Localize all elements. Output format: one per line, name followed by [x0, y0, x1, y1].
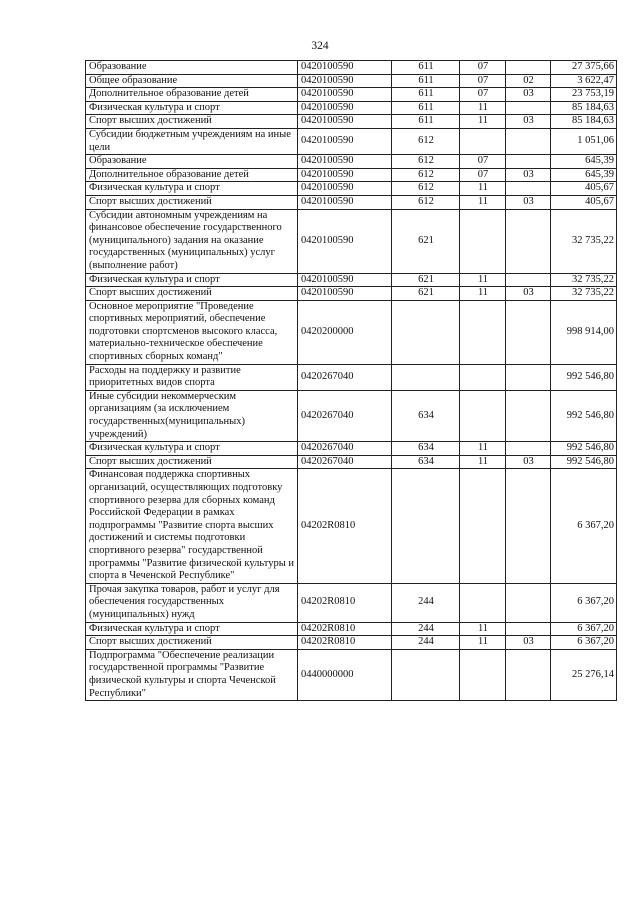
row-section-cell	[460, 209, 506, 273]
row-expense-type-cell: 611	[392, 115, 460, 129]
row-subsection-cell	[506, 649, 551, 700]
row-name-cell: Субсидии бюджетным учреждениям на иные цели	[86, 128, 298, 154]
row-subsection-cell: 03	[506, 115, 551, 129]
row-subsection-cell	[506, 209, 551, 273]
table-row	[86, 442, 617, 456]
row-expense-type-cell: 611	[392, 88, 460, 102]
row-target-code-cell: 0420100590	[298, 61, 392, 75]
row-name-cell: Иные субсидии некоммерческим организациям (за исключением государственных(муниципальных) учреждений)	[86, 390, 298, 441]
row-target-code-cell: 0420100590	[298, 182, 392, 196]
table-row	[86, 364, 617, 390]
row-target-code-cell: 0420100590	[298, 287, 392, 301]
row-name-cell: Прочая закупка товаров, работ и услуг для обеспечения государственных (муниципальных) нужд	[86, 583, 298, 622]
row-expense-type-cell: 611	[392, 101, 460, 115]
row-target-code-cell: 04202R0810	[298, 583, 392, 622]
row-subsection-cell	[506, 364, 551, 390]
row-name-cell: Спорт высших достижений	[86, 115, 298, 129]
table-row	[86, 649, 617, 700]
row-subsection-cell: 02	[506, 74, 551, 88]
row-expense-type-cell: 621	[392, 287, 460, 301]
row-subsection-cell	[506, 273, 551, 287]
table-row	[86, 168, 617, 182]
row-name-cell: Субсидии автономным учреждениям на финансовое обеспечение государственного (муниципального) задания на оказание государственных (муниципальных) услуг (выполнение работ)	[86, 209, 298, 273]
table-row	[86, 88, 617, 102]
row-section-cell: 11	[460, 622, 506, 636]
row-amount-cell: 6 367,20	[551, 636, 617, 650]
row-target-code-cell: 0420100590	[298, 101, 392, 115]
table-row	[86, 195, 617, 209]
row-target-code-cell: 04202R0810	[298, 622, 392, 636]
table-row	[86, 287, 617, 301]
row-name-cell: Дополнительное образование детей	[86, 88, 298, 102]
row-subsection-cell: 03	[506, 195, 551, 209]
row-target-code-cell: 0420100590	[298, 168, 392, 182]
row-subsection-cell: 03	[506, 88, 551, 102]
row-expense-type-cell: 244	[392, 622, 460, 636]
table-row	[86, 622, 617, 636]
row-name-cell: Физическая культура и спорт	[86, 442, 298, 456]
row-amount-cell: 645,39	[551, 155, 617, 169]
row-section-cell: 11	[460, 115, 506, 129]
row-amount-cell: 405,67	[551, 195, 617, 209]
row-amount-cell: 1 051,06	[551, 128, 617, 154]
row-target-code-cell: 0420100590	[298, 209, 392, 273]
table-row	[86, 390, 617, 441]
row-name-cell: Физическая культура и спорт	[86, 101, 298, 115]
table-row	[86, 155, 617, 169]
row-target-code-cell: 0420267040	[298, 442, 392, 456]
row-target-code-cell: 0420100590	[298, 88, 392, 102]
row-name-cell: Спорт высших достижений	[86, 636, 298, 650]
table-row	[86, 115, 617, 129]
row-amount-cell: 998 914,00	[551, 300, 617, 364]
row-amount-cell: 405,67	[551, 182, 617, 196]
row-subsection-cell: 03	[506, 455, 551, 469]
table-row	[86, 128, 617, 154]
row-section-cell: 11	[460, 101, 506, 115]
row-section-cell: 11	[460, 182, 506, 196]
row-section-cell	[460, 583, 506, 622]
row-subsection-cell	[506, 390, 551, 441]
row-expense-type-cell: 611	[392, 61, 460, 75]
row-amount-cell: 85 184,63	[551, 101, 617, 115]
row-expense-type-cell: 611	[392, 74, 460, 88]
row-amount-cell: 6 367,20	[551, 469, 617, 583]
row-section-cell: 11	[460, 636, 506, 650]
row-expense-type-cell	[392, 469, 460, 583]
row-subsection-cell	[506, 469, 551, 583]
row-subsection-cell	[506, 101, 551, 115]
row-expense-type-cell: 612	[392, 128, 460, 154]
row-target-code-cell: 04202R0810	[298, 636, 392, 650]
row-target-code-cell: 0420267040	[298, 455, 392, 469]
table-row	[86, 61, 617, 75]
row-subsection-cell	[506, 442, 551, 456]
row-name-cell: Физическая культура и спорт	[86, 273, 298, 287]
row-target-code-cell: 0420267040	[298, 364, 392, 390]
row-name-cell: Дополнительное образование детей	[86, 168, 298, 182]
row-target-code-cell: 0420100590	[298, 74, 392, 88]
row-expense-type-cell: 634	[392, 442, 460, 456]
row-section-cell	[460, 128, 506, 154]
row-subsection-cell	[506, 622, 551, 636]
row-amount-cell: 6 367,20	[551, 583, 617, 622]
row-target-code-cell: 04202R0810	[298, 469, 392, 583]
row-amount-cell: 85 184,63	[551, 115, 617, 129]
row-section-cell	[460, 649, 506, 700]
row-expense-type-cell	[392, 364, 460, 390]
page-number: 324	[311, 40, 329, 52]
row-expense-type-cell: 612	[392, 168, 460, 182]
row-expense-type-cell: 612	[392, 182, 460, 196]
row-name-cell: Образование	[86, 155, 298, 169]
row-expense-type-cell	[392, 649, 460, 700]
row-subsection-cell	[506, 61, 551, 75]
row-section-cell: 07	[460, 168, 506, 182]
row-section-cell: 11	[460, 455, 506, 469]
row-section-cell	[460, 390, 506, 441]
row-name-cell: Финансовая поддержка спортивных организаций, осуществляющих подготовку спортивного резерва для сборных команд Российской Федерации в рамках подпрограммы "Развитие спорта высших достижений и системы подготовки спортивного резерва" государственной программы "Развитие физической культуры и спорта в Чеченской Республике"	[86, 469, 298, 583]
row-expense-type-cell: 621	[392, 273, 460, 287]
row-target-code-cell: 0420100590	[298, 273, 392, 287]
row-expense-type-cell: 244	[392, 636, 460, 650]
row-expense-type-cell: 634	[392, 455, 460, 469]
row-amount-cell: 32 735,22	[551, 273, 617, 287]
row-section-cell: 11	[460, 442, 506, 456]
row-target-code-cell: 0420100590	[298, 195, 392, 209]
row-amount-cell: 992 546,80	[551, 442, 617, 456]
row-amount-cell: 32 735,22	[551, 209, 617, 273]
row-expense-type-cell: 621	[392, 209, 460, 273]
row-amount-cell: 27 375,66	[551, 61, 617, 75]
row-section-cell: 11	[460, 287, 506, 301]
row-subsection-cell	[506, 583, 551, 622]
row-name-cell: Основное мероприятие "Проведение спортивных мероприятий, обеспечение подготовки спортсменов высокого класса, материально-техническое обеспечение спортивных сборных команд"	[86, 300, 298, 364]
table-row	[86, 273, 617, 287]
row-amount-cell: 3 622,47	[551, 74, 617, 88]
row-section-cell	[460, 469, 506, 583]
row-name-cell: Спорт высших достижений	[86, 195, 298, 209]
row-amount-cell: 992 546,80	[551, 390, 617, 441]
row-section-cell	[460, 300, 506, 364]
row-name-cell: Общее образование	[86, 74, 298, 88]
row-section-cell	[460, 364, 506, 390]
row-subsection-cell	[506, 182, 551, 196]
row-amount-cell: 25 276,14	[551, 649, 617, 700]
row-target-code-cell: 0420267040	[298, 390, 392, 441]
row-amount-cell: 645,39	[551, 168, 617, 182]
row-name-cell: Спорт высших достижений	[86, 455, 298, 469]
row-name-cell: Подпрограмма "Обеспечение реализации государственной программы "Развитие физической культуры и спорта Чеченской Республики"	[86, 649, 298, 700]
row-expense-type-cell	[392, 300, 460, 364]
row-section-cell: 07	[460, 155, 506, 169]
row-section-cell: 07	[460, 88, 506, 102]
row-expense-type-cell: 244	[392, 583, 460, 622]
row-subsection-cell: 03	[506, 287, 551, 301]
budget-table	[85, 60, 617, 701]
table-row	[86, 74, 617, 88]
row-target-code-cell: 0420100590	[298, 155, 392, 169]
row-expense-type-cell: 634	[392, 390, 460, 441]
budget-table-body	[86, 61, 617, 701]
row-subsection-cell	[506, 155, 551, 169]
row-amount-cell: 23 753,19	[551, 88, 617, 102]
table-row	[86, 583, 617, 622]
row-subsection-cell: 03	[506, 168, 551, 182]
row-subsection-cell	[506, 300, 551, 364]
table-row	[86, 636, 617, 650]
row-amount-cell: 32 735,22	[551, 287, 617, 301]
row-section-cell: 11	[460, 273, 506, 287]
row-expense-type-cell: 612	[392, 195, 460, 209]
row-name-cell: Физическая культура и спорт	[86, 182, 298, 196]
row-section-cell: 11	[460, 195, 506, 209]
row-name-cell: Образование	[86, 61, 298, 75]
row-name-cell: Физическая культура и спорт	[86, 622, 298, 636]
table-row	[86, 101, 617, 115]
table-row	[86, 209, 617, 273]
row-section-cell: 07	[460, 74, 506, 88]
table-row	[86, 182, 617, 196]
row-amount-cell: 992 546,80	[551, 455, 617, 469]
row-target-code-cell: 0440000000	[298, 649, 392, 700]
row-target-code-cell: 0420100590	[298, 128, 392, 154]
row-target-code-cell: 0420200000	[298, 300, 392, 364]
table-row	[86, 300, 617, 364]
table-row	[86, 469, 617, 583]
table-row	[86, 455, 617, 469]
row-section-cell: 07	[460, 61, 506, 75]
row-subsection-cell: 03	[506, 636, 551, 650]
row-amount-cell: 6 367,20	[551, 622, 617, 636]
row-target-code-cell: 0420100590	[298, 115, 392, 129]
row-amount-cell: 992 546,80	[551, 364, 617, 390]
row-name-cell: Спорт высших достижений	[86, 287, 298, 301]
row-expense-type-cell: 612	[392, 155, 460, 169]
row-subsection-cell	[506, 128, 551, 154]
row-name-cell: Расходы на поддержку и развитие приоритетных видов спорта	[86, 364, 298, 390]
